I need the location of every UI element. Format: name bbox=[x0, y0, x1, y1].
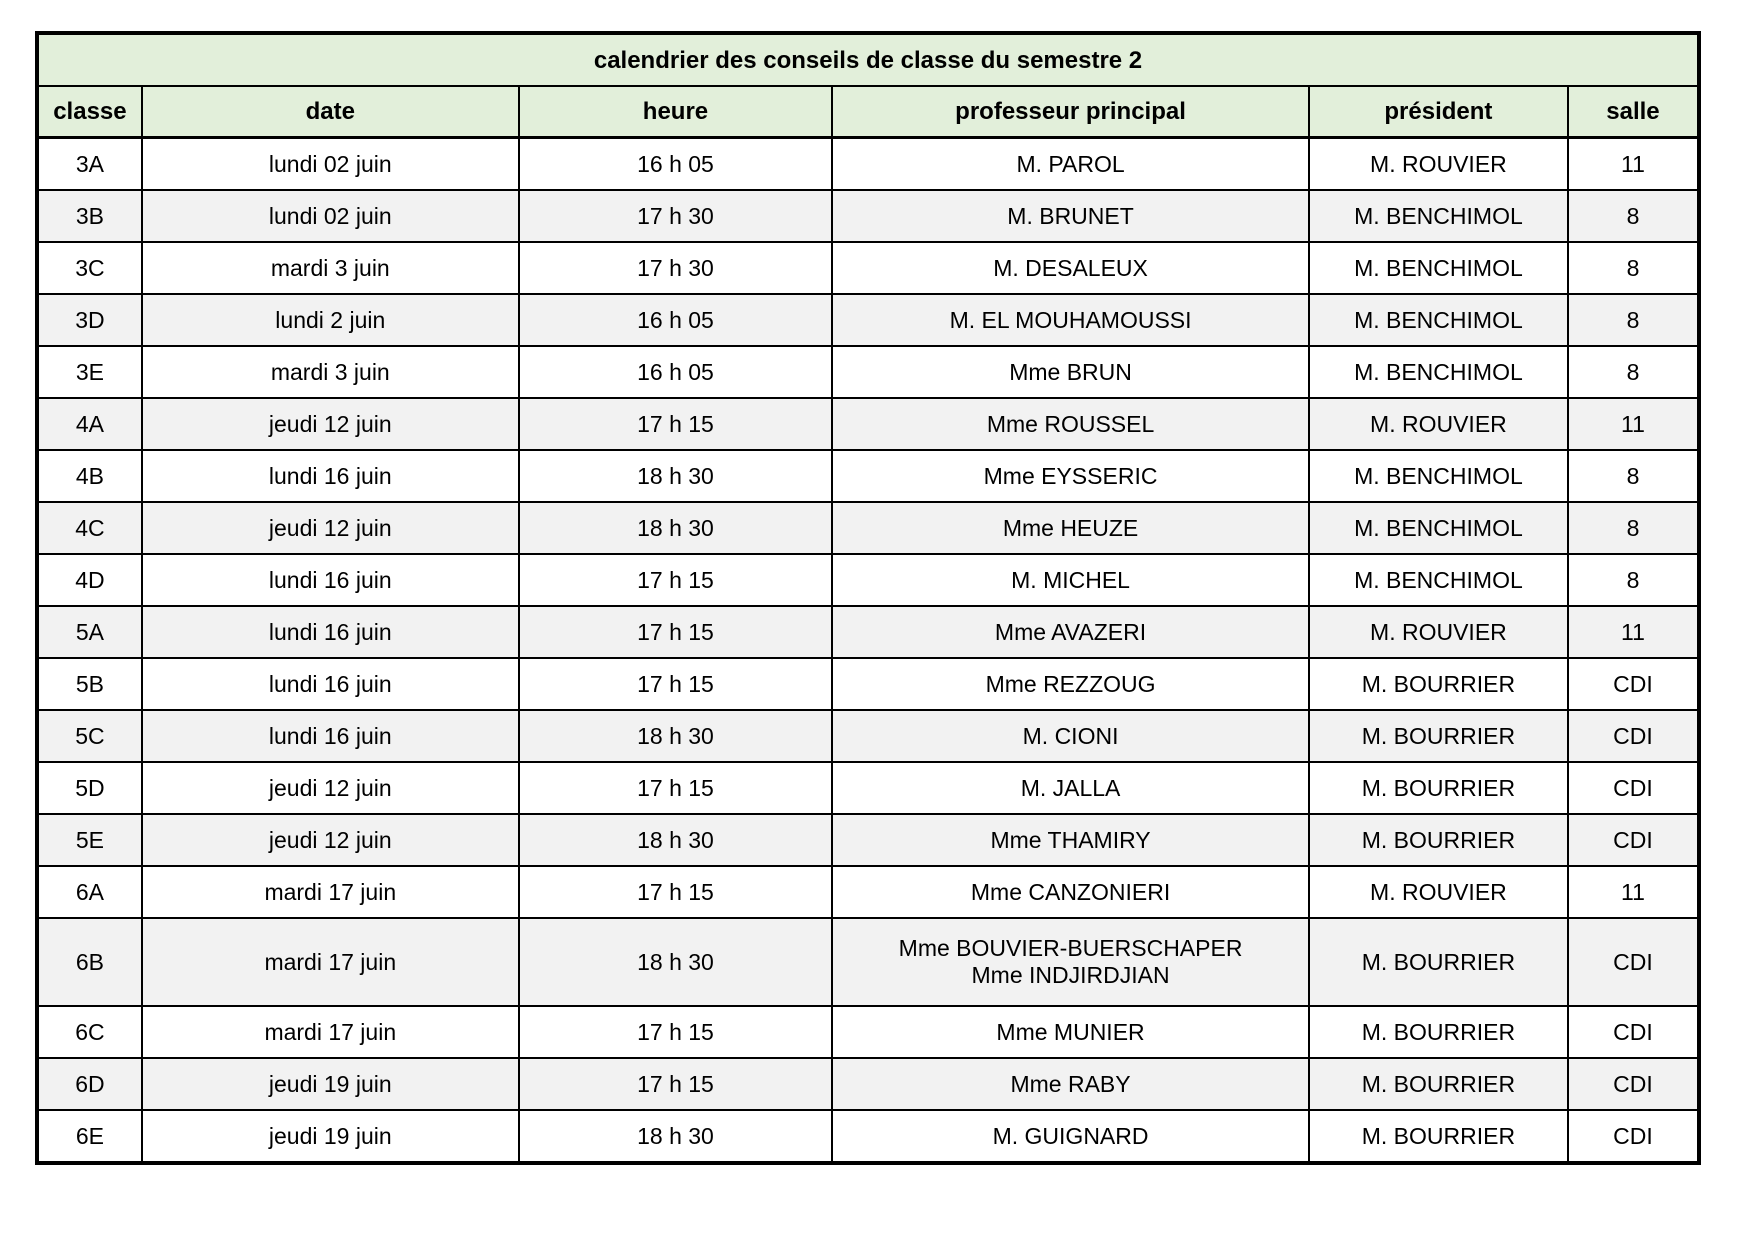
cell-date: jeudi 19 juin bbox=[142, 1058, 519, 1110]
cell-president: M. ROUVIER bbox=[1309, 606, 1568, 658]
cell-professeur-principal bbox=[832, 398, 1309, 450]
cell-salle: 8 bbox=[1568, 294, 1699, 346]
cell-professeur-principal bbox=[832, 762, 1309, 814]
cell-salle: 8 bbox=[1568, 242, 1699, 294]
table-row bbox=[37, 190, 1699, 242]
cell-professeur-principal bbox=[832, 866, 1309, 918]
cell-date: mardi 17 juin bbox=[142, 866, 519, 918]
cell-date: jeudi 12 juin bbox=[142, 502, 519, 554]
column-header-professeur-principal: professeur principal bbox=[832, 86, 1309, 138]
cell-president: M. BOURRIER bbox=[1309, 1058, 1568, 1110]
table-row bbox=[37, 294, 1699, 346]
cell-heure: 16 h 05 bbox=[519, 294, 832, 346]
cell-heure: 17 h 15 bbox=[519, 398, 832, 450]
cell-classe: 6B bbox=[37, 918, 142, 1006]
cell-classe: 5B bbox=[37, 658, 142, 710]
professeur-name: Mme ROUSSEL bbox=[986, 410, 1155, 437]
cell-salle: 11 bbox=[1568, 866, 1699, 918]
cell-professeur-principal bbox=[832, 294, 1309, 346]
professeur-name: M. DESALEUX bbox=[993, 254, 1148, 281]
column-header-date: date bbox=[142, 86, 519, 138]
professeur-name: M. GUIGNARD bbox=[992, 1122, 1149, 1149]
table-row bbox=[37, 814, 1699, 866]
cell-salle: CDI bbox=[1568, 1058, 1699, 1110]
cell-professeur-principal bbox=[832, 606, 1309, 658]
header-row bbox=[37, 86, 1699, 138]
cell-salle: 8 bbox=[1568, 450, 1699, 502]
professeur-name: Mme HEUZE bbox=[1002, 514, 1139, 541]
professeur-name: Mme THAMIRY bbox=[990, 826, 1151, 853]
table-row bbox=[37, 242, 1699, 294]
cell-professeur-principal bbox=[832, 190, 1309, 242]
cell-classe: 4A bbox=[37, 398, 142, 450]
cell-president: M. BOURRIER bbox=[1309, 814, 1568, 866]
cell-professeur-principal bbox=[832, 502, 1309, 554]
cell-professeur-principal bbox=[832, 814, 1309, 866]
cell-salle: CDI bbox=[1568, 1006, 1699, 1058]
professeur-name: M. JALLA bbox=[1020, 774, 1121, 801]
cell-president: M. BENCHIMOL bbox=[1309, 554, 1568, 606]
cell-salle: CDI bbox=[1568, 1110, 1699, 1163]
professeur-name: M. CIONI bbox=[1022, 722, 1119, 749]
cell-classe: 6D bbox=[37, 1058, 142, 1110]
professeur-name: Mme INDJIRDJIAN bbox=[971, 962, 1170, 988]
cell-president: M. BOURRIER bbox=[1309, 918, 1568, 1006]
cell-date: mardi 17 juin bbox=[142, 918, 519, 1006]
table-row bbox=[37, 762, 1699, 814]
cell-professeur-principal bbox=[832, 242, 1309, 294]
cell-president: M. BENCHIMOL bbox=[1309, 450, 1568, 502]
cell-classe: 5A bbox=[37, 606, 142, 658]
column-header-classe: classe bbox=[37, 86, 142, 138]
cell-heure: 17 h 15 bbox=[519, 866, 832, 918]
cell-classe: 4C bbox=[37, 502, 142, 554]
cell-salle: 11 bbox=[1568, 606, 1699, 658]
cell-classe: 3A bbox=[37, 138, 142, 191]
cell-heure: 17 h 30 bbox=[519, 190, 832, 242]
cell-president: M. BOURRIER bbox=[1309, 762, 1568, 814]
cell-salle: 8 bbox=[1568, 190, 1699, 242]
cell-date: lundi 2 juin bbox=[142, 294, 519, 346]
table-row bbox=[37, 1006, 1699, 1058]
cell-heure: 18 h 30 bbox=[519, 918, 832, 1006]
cell-salle: CDI bbox=[1568, 710, 1699, 762]
cell-classe: 4B bbox=[37, 450, 142, 502]
cell-classe: 5C bbox=[37, 710, 142, 762]
cell-heure: 17 h 15 bbox=[519, 1006, 832, 1058]
cell-salle: CDI bbox=[1568, 658, 1699, 710]
cell-date: jeudi 12 juin bbox=[142, 814, 519, 866]
cell-heure: 16 h 05 bbox=[519, 346, 832, 398]
cell-salle: 8 bbox=[1568, 554, 1699, 606]
cell-classe: 3B bbox=[37, 190, 142, 242]
cell-salle: CDI bbox=[1568, 918, 1699, 1006]
table-title: calendrier des conseils de classe du semestre 2 bbox=[37, 33, 1699, 86]
cell-classe: 3D bbox=[37, 294, 142, 346]
cell-professeur-principal bbox=[832, 346, 1309, 398]
cell-date: lundi 16 juin bbox=[142, 710, 519, 762]
cell-professeur-principal bbox=[832, 710, 1309, 762]
cell-heure: 18 h 30 bbox=[519, 1110, 832, 1163]
professeur-name: M. EL MOUHAMOUSSI bbox=[949, 306, 1192, 333]
cell-heure: 18 h 30 bbox=[519, 710, 832, 762]
professeur-name: Mme BOUVIER-BUERSCHAPER bbox=[898, 935, 1243, 961]
cell-professeur-principal bbox=[832, 450, 1309, 502]
cell-president: M. BENCHIMOL bbox=[1309, 242, 1568, 294]
cell-classe: 6A bbox=[37, 866, 142, 918]
cell-president: M. BOURRIER bbox=[1309, 1006, 1568, 1058]
cell-heure: 17 h 30 bbox=[519, 242, 832, 294]
professeur-name: Mme BRUN bbox=[1009, 358, 1132, 385]
cell-president: M. ROUVIER bbox=[1309, 138, 1568, 191]
table-row bbox=[37, 450, 1699, 502]
cell-classe: 5E bbox=[37, 814, 142, 866]
cell-heure: 17 h 15 bbox=[519, 762, 832, 814]
cell-president: M. ROUVIER bbox=[1309, 398, 1568, 450]
table-row bbox=[37, 398, 1699, 450]
table-body bbox=[37, 138, 1699, 1164]
cell-president: M. BOURRIER bbox=[1309, 658, 1568, 710]
cell-heure: 18 h 30 bbox=[519, 814, 832, 866]
table-row bbox=[37, 346, 1699, 398]
cell-date: lundi 02 juin bbox=[142, 138, 519, 191]
cell-date: lundi 02 juin bbox=[142, 190, 519, 242]
cell-professeur-principal bbox=[832, 554, 1309, 606]
cell-president: M. BOURRIER bbox=[1309, 710, 1568, 762]
cell-classe: 6C bbox=[37, 1006, 142, 1058]
cell-professeur-principal bbox=[832, 1058, 1309, 1110]
cell-president: M. BENCHIMOL bbox=[1309, 190, 1568, 242]
cell-heure: 17 h 15 bbox=[519, 606, 832, 658]
table-row bbox=[37, 138, 1699, 191]
cell-classe: 6E bbox=[37, 1110, 142, 1163]
cell-heure: 18 h 30 bbox=[519, 450, 832, 502]
table-row bbox=[37, 502, 1699, 554]
cell-president: M. BENCHIMOL bbox=[1309, 502, 1568, 554]
professeur-name: Mme AVAZERI bbox=[994, 618, 1147, 645]
column-header-heure: heure bbox=[519, 86, 832, 138]
cell-date: lundi 16 juin bbox=[142, 658, 519, 710]
table-row bbox=[37, 918, 1699, 1006]
cell-salle: CDI bbox=[1568, 762, 1699, 814]
professeur-name: Mme CANZONIERI bbox=[970, 878, 1171, 905]
cell-president: M. BOURRIER bbox=[1309, 1110, 1568, 1163]
cell-salle: 8 bbox=[1568, 346, 1699, 398]
professeur-name: Mme MUNIER bbox=[996, 1018, 1145, 1045]
cell-president: M. BENCHIMOL bbox=[1309, 346, 1568, 398]
cell-professeur-principal bbox=[832, 658, 1309, 710]
cell-classe: 3E bbox=[37, 346, 142, 398]
cell-date: jeudi 12 juin bbox=[142, 398, 519, 450]
cell-date: mardi 17 juin bbox=[142, 1006, 519, 1058]
schedule-table bbox=[35, 31, 1701, 1165]
professeur-name: Mme EYSSERIC bbox=[983, 462, 1158, 489]
cell-date: jeudi 12 juin bbox=[142, 762, 519, 814]
table-row bbox=[37, 606, 1699, 658]
cell-classe: 4D bbox=[37, 554, 142, 606]
cell-classe: 5D bbox=[37, 762, 142, 814]
cell-professeur-principal bbox=[832, 918, 1309, 1006]
professeur-name: M. PAROL bbox=[1016, 150, 1125, 177]
cell-heure: 16 h 05 bbox=[519, 138, 832, 191]
table-row bbox=[37, 658, 1699, 710]
cell-heure: 17 h 15 bbox=[519, 554, 832, 606]
cell-heure: 17 h 15 bbox=[519, 1058, 832, 1110]
professeur-name: Mme RABY bbox=[1010, 1070, 1131, 1097]
column-header-salle: salle bbox=[1568, 86, 1699, 138]
cell-salle: CDI bbox=[1568, 814, 1699, 866]
table-row bbox=[37, 554, 1699, 606]
cell-president: M. BENCHIMOL bbox=[1309, 294, 1568, 346]
cell-date: lundi 16 juin bbox=[142, 606, 519, 658]
cell-classe: 3C bbox=[37, 242, 142, 294]
cell-date: mardi 3 juin bbox=[142, 242, 519, 294]
table-row bbox=[37, 1058, 1699, 1110]
cell-date: lundi 16 juin bbox=[142, 554, 519, 606]
cell-professeur-principal bbox=[832, 1110, 1309, 1163]
cell-salle: 8 bbox=[1568, 502, 1699, 554]
cell-date: mardi 3 juin bbox=[142, 346, 519, 398]
table-row bbox=[37, 710, 1699, 762]
professeur-name: M. MICHEL bbox=[1011, 566, 1130, 593]
cell-president: M. ROUVIER bbox=[1309, 866, 1568, 918]
cell-professeur-principal bbox=[832, 138, 1309, 191]
cell-professeur-principal bbox=[832, 1006, 1309, 1058]
professeur-name: M. BRUNET bbox=[1007, 202, 1134, 229]
cell-date: jeudi 19 juin bbox=[142, 1110, 519, 1163]
table-row bbox=[37, 866, 1699, 918]
title-row bbox=[37, 33, 1699, 86]
column-header-president: président bbox=[1309, 86, 1568, 138]
professeur-name: Mme REZZOUG bbox=[985, 670, 1156, 697]
cell-salle: 11 bbox=[1568, 138, 1699, 191]
cell-date: lundi 16 juin bbox=[142, 450, 519, 502]
cell-heure: 17 h 15 bbox=[519, 658, 832, 710]
cell-salle: 11 bbox=[1568, 398, 1699, 450]
cell-heure: 18 h 30 bbox=[519, 502, 832, 554]
table-row bbox=[37, 1110, 1699, 1163]
